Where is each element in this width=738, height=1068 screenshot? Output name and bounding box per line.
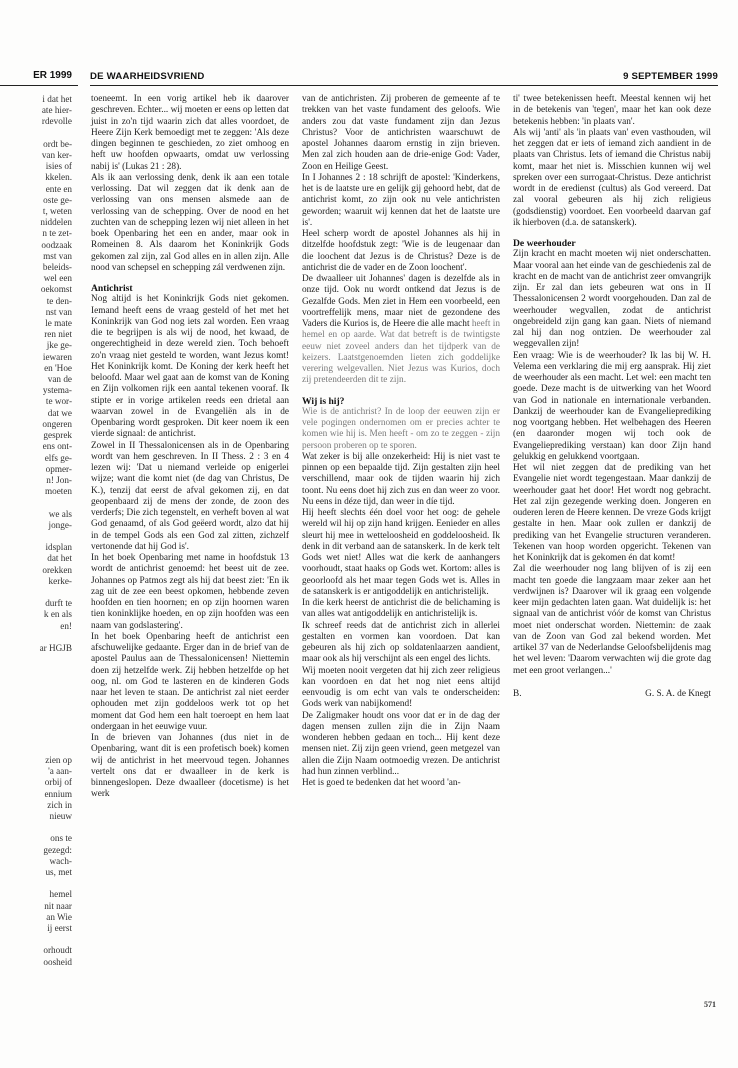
previous-page-line: ongeren <box>42 418 72 429</box>
paragraph: Ik schreef reeds dat de antichrist zich in allerlei gestalten en vormen kan voordoen. Dat kan gebeuren als hij zich op soldatenlaarzen aandient, maar ook als hij verschijnt als een engel des lichts. <box>302 620 500 665</box>
paragraph: Zal die weerhouder nog lang blijven of is zij een macht ten goede die langzaam maar zeker aan het verdwijnen is? Daarover wil ik graag een volgende keer mijn gedachten laten gaan. Wat duidelijk is: het signaal van de antichrist vóór de komst van Christus moet niet onderschat worden. Niettemin: de zaak van de Zoon van God zal bekend worden. Met artikel 37 van de Nederlandse Geloofsbelijdenis mag het wel leven: 'Daarom verwachten wij die grote dag met een groot verlangen...' <box>513 564 711 676</box>
previous-page-line: opmer- <box>45 463 72 474</box>
previous-page-line: en! <box>60 620 72 631</box>
previous-page-line <box>6 654 72 665</box>
previous-page-line <box>6 710 72 721</box>
paragraph: Zowel in II Thessalonicensen als in de Openbaring wordt van hem geschreven. In II Thess. 2 : 3 en 4 lezen wij: 'Dat u niemand verleide op enigerlei wijze; want die komt niet (de dag van Christus, De K.), tenzij dat eerst de afval gekomen zij, en dat geopenbaard zij de mens der zonde, de zoon des verderfs; Die zich tegenstelt, en verheft boven al wat God genaamd, of als God geëerd wordt, alzo dat hij in de tempel Gods als een God zal zitten, zichzelf vertonende dat hij God is'. <box>91 440 289 552</box>
previous-page-line: kkelen. <box>45 172 72 183</box>
previous-page-line <box>6 721 72 732</box>
previous-page-line: zich in <box>47 799 72 810</box>
previous-page-line: jke ge- <box>46 340 72 351</box>
previous-page-line: nieuw <box>49 811 72 821</box>
previous-page-header <box>0 70 78 86</box>
previous-page-line: niddelen <box>40 217 72 228</box>
previous-page-line: beleids- <box>42 262 72 273</box>
previous-page-line: an Wie <box>46 911 72 922</box>
paragraph: In het boek Openbaring met name in hoofdstuk 13 wordt de antichrist genoemd: het beest uit de zee. Johannes op Patmos zegt als hij dat beest ziet: 'En ik zag uit de zee een beest opkomen, hebbende zeven hoofden en tien hoornen; en op zijn hoornen waren tien koninklijke hoeden, en op zijn hoofden was een naam van godslastering'. <box>91 553 289 631</box>
paragraph: toeneemt. In een vorig artikel heb ik daarover geschreven. Echter... wij moeten er eens op letten dat juist in zo'n tijd waarin zich dat alles voordoet, de Heere Zijn Kerk bemoedigt met te zeggen: 'Als deze dingen beginnen te geschieden, zo ziet omhoog en heft uw hoofden opwaarts, omdat uw verlossing nabij is' (Lukas 21 : 28). <box>91 94 289 172</box>
previous-page-line: wel een <box>43 273 72 284</box>
previous-page-line: te wor- <box>45 396 72 407</box>
previous-page-line: ren niet <box>44 329 72 340</box>
previous-page-line: 'a aan- <box>48 766 72 777</box>
previous-page-line: ar HGJB <box>39 642 72 653</box>
paragraph: Heel scherp wordt de apostel Johannes als hij in ditzelfde hoofdstuk zegt: 'Wie is de leugenaar dan die loochent dat Jezus is de Christus? Deze is de antichrist die de vader en de Zoon loochent'. <box>302 229 500 273</box>
paragraph-part: De dwaalleer uit Johannes' dagen is dezelfde als in onze tijd. Ook nu wordt ontkend dat Jezus is de Gezalfde Gods. Men ziet in Hem een voorbeeld, een voortreffelijk mens, maar niet de gezondene des Vaders die Kurios is, de Heere die alle macht <box>302 274 500 329</box>
previous-page-line: dat we <box>47 407 72 418</box>
paragraph: De Zaligmaker houdt ons voor dat er in de dag der dagen mensen zullen zijn die in Zijn Naam wonderen hebben gedaan en toch... Hij kent deze mensen niet. Zij zijn geen vriend, geen metgezel van allen die Zijn Naam ootmoedig vrezen. De antichrist had hun zinnen verblind... <box>302 710 500 777</box>
paragraph: Nog altijd is het Koninkrijk Gods niet gekomen. Iemand heeft eens de vraag gesteld of het met het Koninkrijk van God nog iets zal worden. Een vraag die te begrijpen is als wij de nood, het kwaad, de ongerechtigheid in deze wereld zien. Toch behoeft zo'n vraag niet gesteld te worden, want Jezus komt! Het Koninkrijk komt. De Koning der kerk heeft het beloofd. Maar wel gaat aan de komst van de Koning en Zijn volkomen rijk een aantal tekenen vooraf. Ik stipte er in vorige artikelen reeds een drietal aan waarvan zowel in de Evangeliën als in de Openbaring wordt gesproken. Dit keer noem ik een vierde signaal: de antichrist. <box>91 294 289 440</box>
paragraph: In die kerk heerst de antichrist die de belichaming is van alles wat antigoddelijk en antichristelijk is. <box>302 598 500 620</box>
paragraph-part-faded: heeft in hemel en op aarde. Wat dat betreft is de twintigste eeuw niet zoveel anders dan het tijdperk van de keizers. Laatstgenoemden lieten zich goddelijke verering welgevallen. Niet Jezus was Kurios, doch zij pretendeerden dit te zijn. <box>302 319 501 386</box>
previous-page-line <box>6 878 72 889</box>
previous-page-line: oste ge- <box>43 194 72 205</box>
previous-page-line: n te zet- <box>42 228 72 239</box>
previous-page-line <box>6 822 72 833</box>
paragraph: Een vraag: Wie is de weerhouder? Ik las bij W. H. Velema een verklaring die mij erg aansprak. Hij ziet de weerhouder als een macht. Let wel: een macht ten goede. Deze macht is de uitwerking van het Woord van God in nationale en internationale verbanden. Dankzij de weerhouder kan de Evangelieprediking nog voortgang hebben. Het welbehagen des Heeren (en daaronder mogen wij toch ook de Evangelieprediking verstaan) kan door Zijn hand gelukkig en gelukkend voortgaan. <box>513 350 711 462</box>
publication-name: DE WAARHEIDSVRIEND <box>90 71 205 82</box>
previous-page-line: dat het <box>47 553 72 564</box>
previous-page-line: isies of <box>45 161 72 172</box>
previous-page-line: ente en <box>45 183 72 194</box>
previous-page-line <box>6 632 72 643</box>
previous-page-line: nst van <box>45 306 72 317</box>
paragraph: Als wij 'anti' als 'in plaats van' even vasthouden, wil het zeggen dat er iets of iemand zich aandient in de plaats van Christus. Iets of iemand die Christus nabij komt, maar het niet is. Misschien kunnen wij wel spreken over een surrogaat-Christus. Deze antichrist wordt in de eredienst (cultus) als God vereerd. Dat zal vooral gebeuren als hij zich religieus (godsdienstig) voordoet. Een voorbeeld daarvan gaf ik hierboven (d.a. de satanskerk). <box>513 127 711 228</box>
page-number: 571 <box>704 1000 716 1009</box>
paragraph <box>302 274 500 387</box>
previous-page-line: te den- <box>46 295 72 306</box>
previous-page-line <box>6 699 72 710</box>
previous-page-line <box>6 128 72 139</box>
previous-page-line: ate hier- <box>41 105 72 116</box>
previous-page-line <box>6 497 72 508</box>
paragraph: Hij heeft slechts één doel voor het oog: de gehele wereld wil hij op zijn hand krijgen. Eenieder en alles sleurt hij mee in wetteloosheid en goddeloosheid. Ik denk in dit verband aan de satanskerk. In de kerk telt Gods wet niet! Alles wat die kerk de aanhangers voorhoudt, staat haaks op Gods wet. Kortom: alles is geoorloofd als het maar tegen Gods wet is. Alles in de satanskerk is er antigoddelijk en antichristelijk. <box>302 508 500 597</box>
previous-page-line: orekken <box>42 564 72 575</box>
section-heading-antichrist: Antichrist <box>91 283 133 294</box>
previous-page-line: durft te <box>45 598 72 609</box>
paragraph: Wij moeten nooit vergeten dat hij zich zeer religieus kan voordoen en dat het nog niet eens altijd eenvoudig is om echt van vals te onderscheiden: Gods werk van nabijkomend! <box>302 665 500 710</box>
previous-page-line: ons te <box>50 833 72 844</box>
paragraph: Het wil niet zeggen dat de prediking van het Evangelie niet wordt tegengestaan. Maar dankzij de weerhouder gaat het door! Het wordt nog gebracht. Het zal zijn gezegende werking doen. Jongeren en ouderen leren de Heere kennen. De vreze Gods krijgt gestalte in hen. Maar ook zullen er dankzij de prediking van het Evangelie structuren veranderen. Tekenen van hoop worden opgericht. Tekenen van het Koninkrijk dat is gekomen én dat komt! <box>513 463 711 563</box>
previous-page-line: orhoudt <box>43 945 72 956</box>
paragraph: ti' twee betekenissen heeft. Meestal kennen wij het in de betekenis van 'tegen', maar het kan ook deze betekenis hebben: 'in plaats van'. <box>513 94 711 127</box>
page-header <box>90 70 718 86</box>
previous-page-line: van ker- <box>41 150 72 161</box>
author-signature <box>513 689 711 700</box>
paragraph: In de brieven van Johannes (dus niet in de Openbaring, want dit is een profetisch boek) komen wij de antichrist in het meervoud tegen. Johannes vertelt ons dat er dwaalleer in de kerk is binnengeslopen. Deze dwaalleer (docetisme) is het werk <box>91 733 289 800</box>
paragraph: In I Johannes 2 : 18 schrijft de apostel: 'Kinderkens, het is de laatste ure en gelijk gij gehoord hebt, dat de antichrist komt, zo zijn ook nu vele antichristen geworden; waaruit wij kennen dat het de laatste ure is'. <box>302 172 500 228</box>
previous-page-line: us, met <box>45 867 72 878</box>
previous-page-line: kerke- <box>48 575 72 586</box>
previous-page-line: oekomst <box>40 284 72 295</box>
paragraph: Het is goed te bedenken dat het woord 'an- <box>302 778 461 788</box>
previous-page-line: t, weten <box>42 206 72 217</box>
previous-page-line: nit naar <box>44 900 72 911</box>
previous-page-line: moeten <box>44 486 72 497</box>
previous-page-line: ystema- <box>42 385 72 396</box>
previous-page-line <box>6 733 72 744</box>
paragraph: Wie is de antichrist? In de loop der eeuwen zijn er vele pogingen ondernomen om er precies achter te komen wie hij is. Men heeft - om zo te zeggen - zijn persoon proberen op te sporen. <box>302 406 500 451</box>
paragraph: Als ik aan verlossing denk, denk ik aan een totale verlossing. Dat wil zeggen dat ik denk aan de verlossing van ons mensen alsmede aan de verlossing van de schepping. Over de nood en het zuchten van de schepping lezen wij niet alleen in het boek Openbaring het een en ander, maar ook in Romeinen 8. Als daarom het Koninkrijk Gods gekomen zal zijn, zal God alles en in allen zijn. Alle nood van schepsel en schepping zál verdwenen zijn. <box>91 172 289 273</box>
column-1 <box>91 94 289 801</box>
previous-page-line: ennium <box>44 788 72 799</box>
previous-page-header-text: ER 1999 <box>33 70 72 81</box>
paragraph: van de antichristen. Zij proberen de gemeente af te trekken van het vaste fundament des geloofs. Wie anders zou dat vaste fundament zijn dan Jezus Christus? Voor de antichristen waarschuwt de apostel Johannes daarom ernstig in zijn brieven. Men zal zich houden aan de drie-enige God: Vader, Zoon en Heilige Geest. <box>302 94 500 172</box>
previous-page-line <box>6 587 72 598</box>
previous-page-line: jonge- <box>48 519 72 530</box>
previous-page-line <box>6 744 72 755</box>
previous-page-line: gezegd: <box>43 844 72 855</box>
paragraph: Wat zeker is bij alle onzekerheid: Hij is niet vast te pinnen op een bepaalde tijd. Zijn gestalten zijn heel verschillend, maar ook de tijden waarin hij zich toont. Nu eens doet hij zich zus en dan weer zo voor. Nu eens in déze tijd, dan weer in díe tijd. <box>302 451 500 507</box>
previous-page-line: gesprek <box>43 430 72 441</box>
paragraph: In het boek Openbaring heeft de antichrist een afschuwelijke gedaante. Erger dan in de brief van de apostel Paulus aan de Thessalonicensen! Niettemin doen zij hetzelfde werk. Zij hebben hetzelfde op het oog, nl. om God te lasteren en de kinderen Gods naar het leven te staan. De antichrist zal niet eerder ophouden met zijn goddeloos werk tot op het moment dat God hem een halt toeroept en hem laat ondergaan in het eeuwige vuur. <box>91 631 289 732</box>
issue-date: 9 SEPTEMBER 1999 <box>623 71 718 82</box>
previous-page-line: mst van <box>43 250 72 261</box>
previous-page-line: elfs ge- <box>44 452 72 463</box>
previous-page-line: ordt be- <box>43 138 72 149</box>
column-3 <box>513 94 711 700</box>
previous-page-line <box>6 677 72 688</box>
previous-page-line <box>6 531 72 542</box>
previous-page-edge <box>0 58 78 1008</box>
section-heading-wie-is-hij: Wij is hij? <box>302 395 345 407</box>
previous-page-line: en 'Hoe <box>44 362 72 373</box>
column-2 <box>302 94 500 789</box>
previous-page-line: k en als <box>43 609 72 620</box>
previous-page-line: idsplan <box>45 542 72 553</box>
previous-page-line <box>6 665 72 676</box>
previous-page-line: rdevolle <box>41 116 72 127</box>
previous-page-line <box>6 934 72 945</box>
previous-page-line: orbij of <box>44 777 72 788</box>
previous-page-line: n! Jon- <box>46 474 72 485</box>
previous-page-line: hemel <box>49 889 72 900</box>
previous-page-line: i dat het <box>42 94 72 104</box>
previous-page-line: wach- <box>49 855 72 866</box>
previous-page-line: van de <box>47 374 72 385</box>
previous-page-line: oodzaak <box>41 239 72 250</box>
previous-page-line: we als <box>48 508 72 519</box>
previous-page-line: oosheid <box>43 956 72 967</box>
section-heading-weerhouder: De weerhouder <box>513 238 576 249</box>
previous-page-line: zien op <box>45 754 72 765</box>
previous-page-line: le mate <box>45 318 72 329</box>
previous-page-line <box>6 688 72 699</box>
previous-page-line: iewaren <box>42 351 72 362</box>
paragraph: Zijn kracht en macht moeten wij niet onderschatten. Maar vooral aan het einde van de geschiedenis zal de kracht en de macht van de antichrist zeer omvangrijk zijn. Er zal dan iets gebeuren wat ons in II Thessalonicensen 2 wordt voorgehouden. Dan zal de weerhouder wegvallen, zodat de antichrist ongebreideld zijn gang kan gaan. Niets of niemand zal hij dan nog ontzien. De weerhouder zal weggevallen zijn! <box>513 249 711 350</box>
author-name: G. S. A. de Knegt <box>645 688 711 699</box>
previous-page-text <box>6 94 72 968</box>
signature-initial: B. <box>513 688 522 699</box>
previous-page-line: ens ont- <box>42 441 72 452</box>
previous-page-line: ij eerst <box>47 923 72 934</box>
